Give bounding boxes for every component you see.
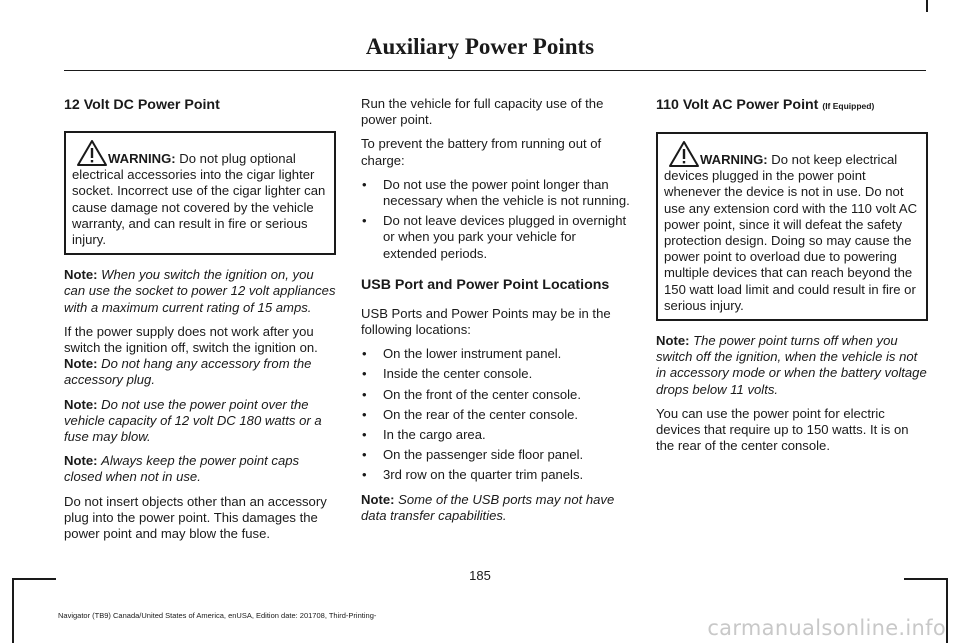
edition-footer: Navigator (TB9) Canada/United States of America, enUSA, Edition date: 201708, Third-Printing- — [58, 611, 377, 620]
note — [361, 492, 633, 524]
list-item: • 3rd row on the quarter trim panels. — [361, 467, 633, 483]
bullet-list — [361, 177, 633, 262]
paragraph: USB Ports and Power Points may be in the following locations: — [361, 305, 611, 338]
column-left — [64, 96, 336, 550]
note-label: Note: — [361, 491, 395, 507]
note — [64, 453, 336, 485]
list-item: • Do not use the power point longer than necessary when the vehicle is not running. — [361, 177, 633, 209]
warning-box-110v — [656, 132, 928, 321]
note — [64, 356, 336, 388]
warning-text — [664, 152, 922, 314]
warning-label: WARNING: — [108, 151, 176, 166]
heading-subtext: (If Equipped) — [822, 101, 875, 111]
section-heading-usb: USB Port and Power Point Locations — [361, 276, 610, 293]
note — [656, 333, 928, 398]
column-middle — [361, 96, 633, 532]
crop-mark — [946, 578, 948, 643]
title-divider — [64, 70, 926, 71]
warning-body: Do not keep electrical devices plugged in the power point whenever the device is not in use. Do not use any extension cord with the 110 volt AC power point, since it will defeat the safety protection design. Doing so may cause the power point to overload due to powering multiple devices that can reach beyond the 150 watt load limit and could result in fire or serious injury. — [664, 152, 918, 313]
page-title: Auxiliary Power Points — [365, 34, 595, 59]
crop-mark — [926, 0, 928, 12]
list-item: • On the passenger side floor panel. — [361, 447, 633, 463]
note-text: Do not use the power point over the vehicle capacity of 12 volt DC 180 watts or a fuse may blow. — [64, 396, 322, 445]
paragraph: You can use the power point for electric devices that require up to 150 watts. It is on the rear of the center console. — [656, 405, 909, 454]
paragraph: If the power supply does not work after you switch the ignition off, switch the ignition on. — [64, 323, 318, 356]
crop-mark — [12, 578, 56, 580]
note — [64, 267, 336, 316]
warning-text — [72, 151, 330, 248]
warning-body: Do not plug optional electrical accessories into the cigar lighter socket. Incorrect use of the cigar lighter can cause damage not covered by the vehicle warranty, and can result in fire or serious injury. — [72, 151, 326, 248]
note-text: The power point turns off when you switch off the ignition, when the vehicle is not in accessory mode or when the battery voltage drops below 11 volts. — [656, 333, 927, 397]
paragraph: Run the vehicle for full capacity use of the power point. — [361, 96, 604, 128]
watermark: carmanualsonline.info — [707, 616, 946, 640]
note-text: When you switch the ignition on, you can use the socket to power 12 volt appliances with a maximum current rating of 15 amps. — [64, 267, 336, 315]
list-item: • On the lower instrument panel. — [361, 346, 633, 362]
list-item: • On the front of the center console. — [361, 387, 633, 403]
column-right — [656, 96, 928, 462]
note-text: Do not hang any accessory from the accessory plug. — [64, 356, 312, 388]
section-heading-12v: 12 Volt DC Power Point — [64, 97, 220, 113]
crop-mark — [12, 578, 14, 643]
note-label: Note: — [656, 333, 690, 349]
note-text: Some of the USB ports may not have data transfer capabilities. — [361, 491, 615, 523]
note-label: Note: — [64, 356, 98, 372]
page-number: 185 — [469, 568, 491, 583]
crop-mark — [904, 578, 948, 580]
list-item: • Do not leave devices plugged in overnight or when you park your vehicle for extended periods. — [361, 213, 633, 262]
list-item: • Inside the center console. — [361, 366, 633, 382]
warning-triangle-icon — [668, 140, 700, 168]
note-label: Note: — [64, 453, 98, 469]
list-item: • In the cargo area. — [361, 427, 633, 443]
warning-triangle-icon — [76, 139, 108, 167]
heading-text: 110 Volt AC Power Point — [656, 97, 819, 113]
note — [64, 397, 336, 446]
warning-box-12v — [64, 131, 336, 255]
paragraph: Do not insert objects other than an accessory plug into the power point. This damages the power point and may blow the fuse. — [64, 493, 327, 542]
note-text: Always keep the power point caps closed when not in use. — [64, 453, 300, 485]
note-label: Note: — [64, 267, 98, 283]
location-list — [361, 346, 633, 483]
section-heading-110v — [656, 96, 928, 115]
paragraph: To prevent the battery from running out of charge: — [361, 136, 602, 168]
warning-label: WARNING: — [700, 152, 768, 167]
list-item: • On the rear of the center console. — [361, 407, 633, 423]
note-label: Note: — [64, 396, 98, 412]
